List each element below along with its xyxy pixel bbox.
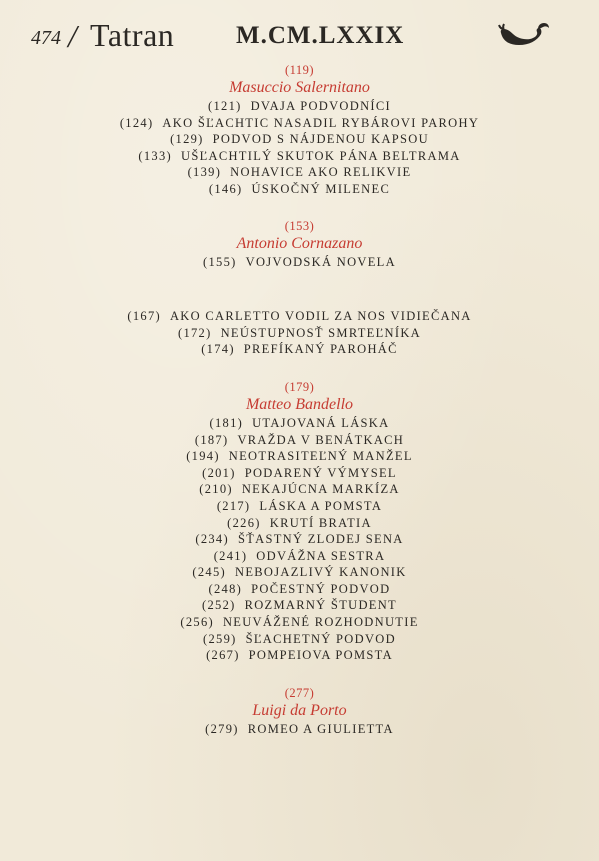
entry-title: NEÚSTUPNOSŤ SMRTEĽNÍKA xyxy=(220,325,421,340)
entry-title: ŠŤASTNÝ ZLODEJ SENA xyxy=(237,532,404,547)
toc-entry xyxy=(0,115,599,132)
entry-title: POČESTNÝ PODVOD xyxy=(251,581,391,596)
entry-page-number: (187) xyxy=(194,432,229,447)
entry-title: ODVÁŽNA SESTRA xyxy=(256,548,386,563)
entry-page-number: (241) xyxy=(213,548,248,563)
section-author: Luigi da Porto xyxy=(252,701,347,719)
toc-entry xyxy=(0,721,599,738)
publisher-logo-icon xyxy=(497,20,551,50)
toc-entry xyxy=(0,564,599,581)
toc-entry xyxy=(0,581,599,598)
section-author: Masuccio Salernitano xyxy=(229,79,370,96)
entry-title: ROZMARNÝ ŠTUDENT xyxy=(244,598,397,613)
section-page-number: (179) xyxy=(284,379,315,394)
toc-entry xyxy=(0,515,599,532)
publication-year: M.CM.LXXIX xyxy=(236,22,405,49)
toc-entry xyxy=(0,341,599,358)
toc-entry xyxy=(0,448,599,465)
section-author: Matteo Bandello xyxy=(245,395,354,413)
toc-section-untitled xyxy=(0,308,599,358)
entry-title: NOHAVICE AKO RELIKVIE xyxy=(230,165,412,180)
publisher-name: Tatran xyxy=(90,17,175,53)
entry-title: UTAJOVANÁ LÁSKA xyxy=(252,415,390,430)
entry-title: VRAŽDA V BENÁTKACH xyxy=(237,432,405,447)
entry-page-number: (217) xyxy=(216,498,251,513)
entry-title: NEKAJÚCNA MARKÍZA xyxy=(241,482,400,497)
entry-title: ROMEO A GIULIETTA xyxy=(247,721,394,736)
entry-page-number: (155) xyxy=(203,254,237,269)
entry-page-number: (181) xyxy=(209,415,244,430)
section-spacer xyxy=(0,358,599,379)
entry-page-number: (121) xyxy=(208,99,242,113)
entry-title: UŠĽACHTILÝ SKUTOK PÁNA BELTRAMA xyxy=(181,148,461,163)
section-page-number: (153) xyxy=(284,218,315,233)
entry-page-number: (248) xyxy=(208,581,243,596)
toc-entry xyxy=(0,647,599,664)
toc-entry xyxy=(0,98,599,115)
toc-entry xyxy=(0,415,599,432)
toc-section-masuccio xyxy=(0,62,599,198)
toc-entry xyxy=(0,465,599,482)
toc-entry xyxy=(0,481,599,498)
entry-title: PODVOD S NÁJDENOU KAPSOU xyxy=(212,132,429,147)
entry-page-number: (245) xyxy=(192,565,226,580)
header-slash: / xyxy=(68,18,77,54)
entry-title: KRUTÍ BRATIA xyxy=(269,515,372,530)
entry-page-number: (146) xyxy=(208,181,243,196)
entry-title: LÁSKA A POMSTA xyxy=(259,498,383,513)
toc-entry xyxy=(0,181,599,198)
toc-section-cornazano xyxy=(0,218,599,271)
entry-page-number: (267) xyxy=(206,648,240,663)
toc-entry xyxy=(0,597,599,614)
entry-title: AKO CARLETTO VODIL ZA NOS VIDIEČANA xyxy=(169,309,472,324)
entry-page-number: (129) xyxy=(170,132,204,147)
entry-title: PODARENÝ VÝMYSEL xyxy=(244,465,397,480)
entry-page-number: (167) xyxy=(127,309,161,324)
entry-title: ÚSKOČNÝ MILENEC xyxy=(251,181,391,196)
entry-page-number: (201) xyxy=(202,465,236,480)
toc-entry xyxy=(0,631,599,648)
entry-page-number: (259) xyxy=(203,631,237,646)
entry-title: DVAJA PODVODNÍCI xyxy=(250,99,391,113)
toc-entry xyxy=(0,131,599,148)
entry-page-number: (174) xyxy=(201,342,235,357)
entry-page-number: (172) xyxy=(177,325,212,340)
toc-entry xyxy=(0,308,599,325)
entry-title: VOJVODSKÁ NOVELA xyxy=(245,254,396,269)
entry-page-number: (279) xyxy=(205,721,239,736)
section-page-number: (119) xyxy=(284,63,315,77)
section-author: Antonio Cornazano xyxy=(236,234,363,252)
toc-entry xyxy=(0,498,599,515)
table-of-contents xyxy=(0,62,599,737)
entry-title: NEBOJAZLIVÝ KANONIK xyxy=(235,565,407,580)
entry-page-number: (210) xyxy=(199,482,233,497)
toc-entry xyxy=(0,254,599,271)
section-spacer xyxy=(0,664,599,685)
toc-entry xyxy=(0,148,599,165)
entry-page-number: (234) xyxy=(195,532,229,547)
toc-section-bandello xyxy=(0,379,599,664)
toc-entry xyxy=(0,164,599,181)
entry-page-number: (139) xyxy=(187,165,222,180)
section-spacer xyxy=(0,270,599,308)
entry-title: NEOTRASITEĽNÝ MANŽEL xyxy=(228,449,413,464)
entry-page-number: (226) xyxy=(227,515,261,530)
section-page-number: (277) xyxy=(284,685,315,700)
toc-entry xyxy=(0,325,599,342)
entry-title: ŠĽACHETNÝ PODVOD xyxy=(245,631,396,646)
page-header xyxy=(0,0,599,60)
entry-title: POMPEIOVA POMSTA xyxy=(248,648,393,663)
entry-page-number: (124) xyxy=(119,115,154,130)
entry-page-number: (133) xyxy=(138,148,172,163)
toc-entry xyxy=(0,432,599,449)
entry-title: AKO ŠĽACHTIC NASADIL RYBÁROVI PAROHY xyxy=(162,115,480,130)
section-spacer xyxy=(0,198,599,218)
entry-page-number: (256) xyxy=(180,615,214,630)
entry-title: PREFÍKANÝ PAROHÁČ xyxy=(243,342,398,357)
toc-entry xyxy=(0,548,599,565)
page-number: 474 xyxy=(31,27,61,49)
entry-page-number: (194) xyxy=(186,449,220,464)
toc-entry xyxy=(0,614,599,631)
entry-title: NEUVÁŽENÉ ROZHODNUTIE xyxy=(222,615,419,630)
toc-entry xyxy=(0,531,599,548)
entry-page-number: (252) xyxy=(202,598,236,613)
toc-section-da-porto xyxy=(0,685,599,738)
